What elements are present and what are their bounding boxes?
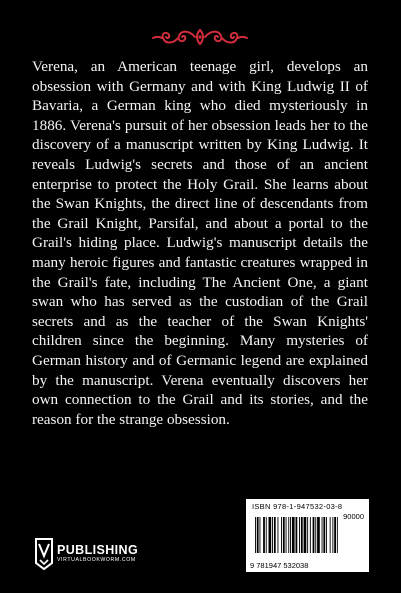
vbw-logo-icon	[33, 535, 55, 573]
publisher-url: VIRTUALBOOKWORM.COM	[57, 557, 136, 563]
isbn-label: ISBN 978-1-947532-03-8	[252, 502, 343, 511]
publisher-imprint	[33, 535, 138, 573]
swirl-ornament-icon	[151, 26, 249, 48]
publisher-name: PUBLISHING	[57, 543, 139, 557]
barcode-digits: 9 781947 532038	[250, 561, 309, 570]
blurb-text: Verena, an American teenage girl, develops an obsession with Germany and with King Ludwig II of Bavaria, a German king who died mysteriously in 1886. Verena's pursuit of her obsession leads her to the discovery of a manuscript written by King Ludwig. It reveals Ludwig's secrets and those of an ancient enterprise to protect the Holy Grail. She learns about the Swan Knights, the direct line of descendants from the Grail Knight, Parsifal, and about a portal to the Grail's hiding place. Ludwig's manuscript details the many heroic figures and fantastic creatures wrapped in the Grail's fate, including The Ancient One, a giant swan who has served as the custodian of the Grail secrets and as the teacher of the Swan Knights' children since the beginning. Many mysteries of German history and of Germanic legend are explained by the manuscript. Verena eventually discovers her own connection to the Grail and its stories, and the reason for the strange obsession.	[32, 58, 368, 428]
isbn-barcode	[246, 499, 369, 572]
price-code: 90000	[343, 512, 364, 521]
back-cover-blurb	[32, 57, 368, 429]
barcode-bars-icon	[251, 511, 364, 559]
